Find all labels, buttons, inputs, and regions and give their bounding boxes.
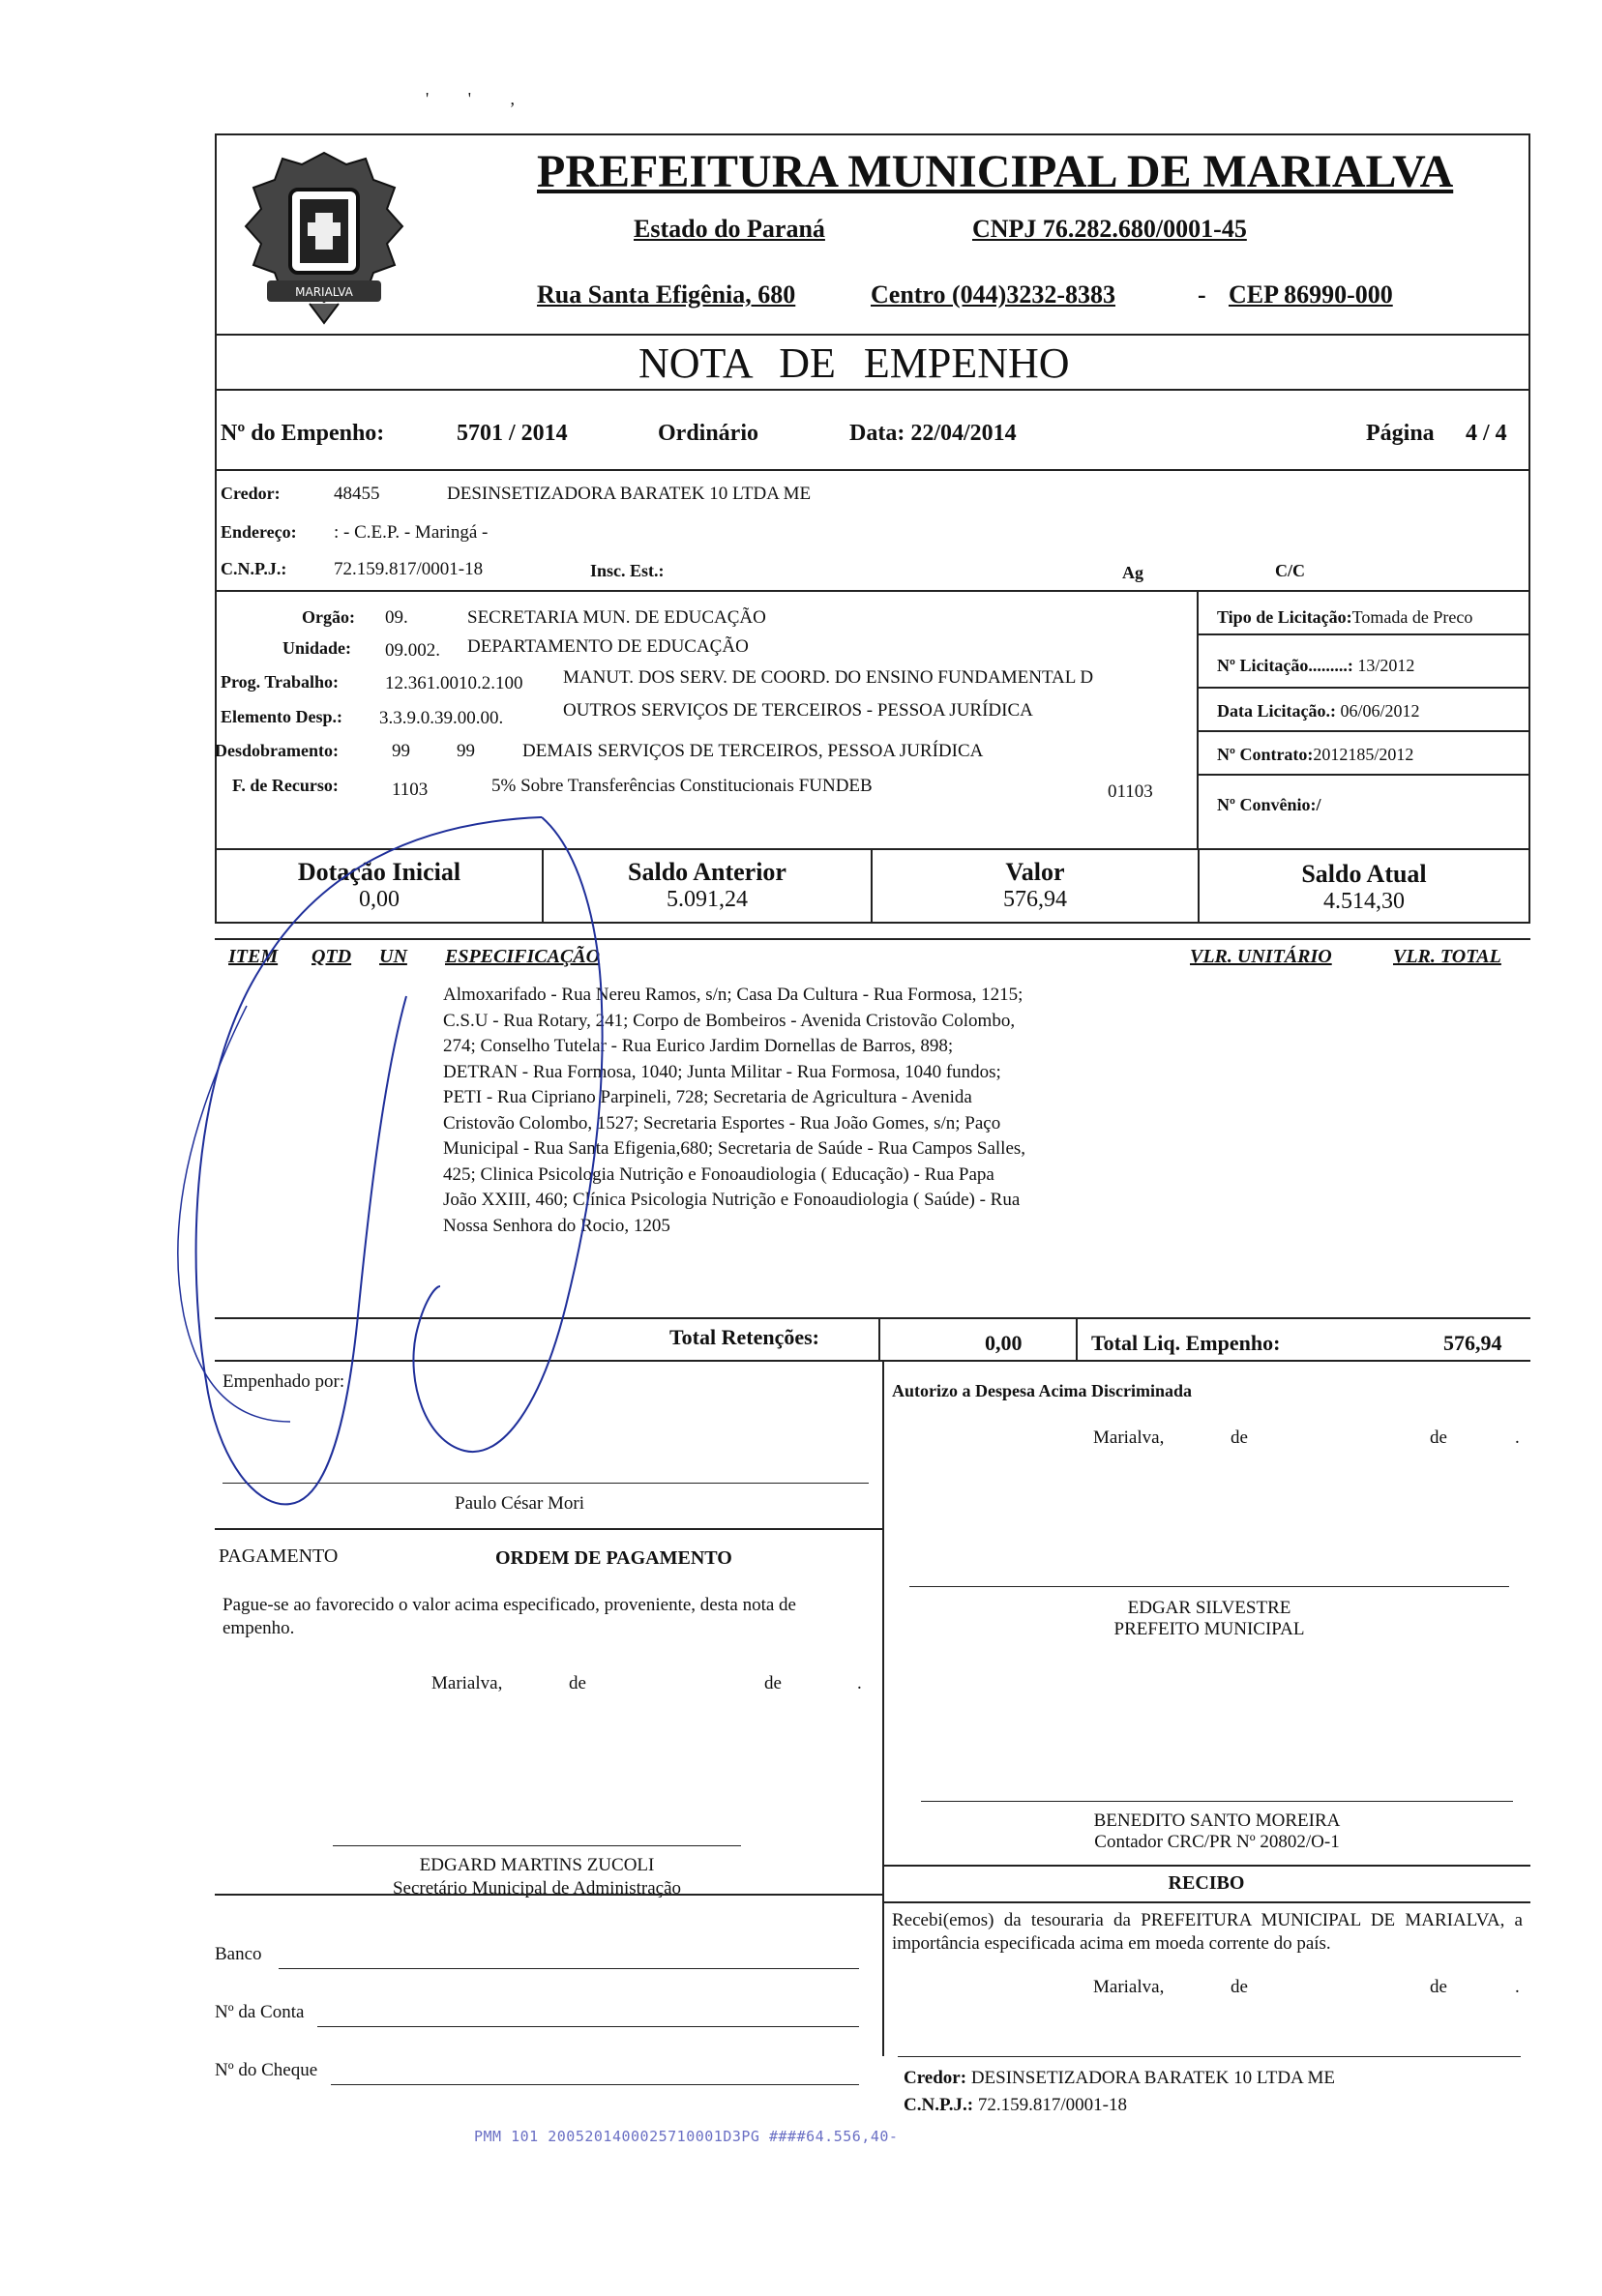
prefeito-name: EDGAR SILVESTRE: [1127, 1598, 1291, 1618]
pagamento-city: Marialva,: [431, 1673, 503, 1693]
credor-label: Credor:: [221, 484, 281, 503]
qtd-column-header: QTD: [312, 946, 352, 967]
city-address: Rua Santa Efigênia, 680: [537, 280, 796, 309]
empenho-label: Nº do Empenho:: [221, 421, 385, 446]
pagamento-text: Pague-se ao favorecido o valor acima especificado, proveniente, desta nota de empenho.: [222, 1595, 796, 1638]
autorizo-label: Autorizo a Despesa Acima Discriminada: [892, 1381, 1192, 1400]
desdobramento-name: DEMAIS SERVIÇOS DE TERCEIROS, PESSOA JURÍDICA: [522, 741, 984, 761]
prog-trabalho-label: Prog. Trabalho:: [221, 672, 340, 692]
dotacao-inicial-label: Dotação Inicial: [297, 858, 461, 886]
desdobramento-label: Desdobramento:: [215, 741, 339, 760]
pagamento-de-1: de: [569, 1673, 586, 1693]
valor-box: [871, 848, 1200, 924]
orgao-code: 09.: [385, 607, 408, 628]
saldo-atual-label: Saldo Atual: [1301, 860, 1427, 888]
credor-cnpj: 72.159.817/0001-18: [334, 559, 484, 579]
item-description-line: 425; Clinica Psicologia Nutrição e Fonoaudiologia ( Educação) - Rua Papa: [443, 1163, 994, 1185]
empenho-date: Data: 22/04/2014: [849, 421, 1017, 446]
footer-cnpj-label: C.N.P.J.:: [904, 2095, 974, 2115]
ordem-pagamento-label: ORDEM DE PAGAMENTO: [495, 1547, 732, 1569]
especificacao-column-header: ESPECIFICAÇÃO: [445, 946, 601, 967]
item-description-line: Municipal - Rua Santa Efigenia,680; Secretaria de Saúde - Rua Campos Salles,: [443, 1138, 1026, 1159]
pagamento-dot: .: [857, 1673, 862, 1693]
agencia-label: Ag: [1122, 563, 1143, 582]
footer-credor-name: DESINSETIZADORA BARATEK 10 LTDA ME: [970, 2068, 1335, 2088]
saldo-atual-box: [1198, 848, 1530, 924]
recibo-city: Marialva,: [1093, 1977, 1165, 1997]
elemento-name: OUTROS SERVIÇOS DE TERCEIROS - PESSOA JURÍDICA: [563, 700, 1033, 721]
orgao-name: SECRETARIA MUN. DE EDUCAÇÃO: [467, 607, 766, 628]
num-licitacao: 13/2012: [1357, 656, 1415, 675]
footer-credor-label: Credor:: [904, 2068, 967, 2088]
prog-trabalho-name: MANUT. DOS SERV. DE COORD. DO ENSINO FUNDAMENTAL D: [563, 667, 1094, 688]
contador-title: Contador CRC/PR Nº 20802/O-1: [1094, 1832, 1340, 1852]
total-retencoes-value: 0,00: [985, 1331, 1023, 1355]
elemento-label: Elemento Desp.:: [221, 707, 342, 726]
fonte-recurso-code: 1103: [392, 780, 429, 800]
empenho-type: Ordinário: [658, 421, 759, 446]
pagamento-de-2: de: [764, 1673, 782, 1693]
autorizo-city: Marialva,: [1093, 1428, 1165, 1448]
recibo-de-2: de: [1430, 1977, 1447, 1997]
saldo-anterior-value: 5.091,24: [667, 887, 748, 912]
unidade-name: DEPARTAMENTO DE EDUCAÇÃO: [467, 636, 749, 657]
payment-stamp: PMM 101 2005201400025710001D3PG ####64.556,40-: [474, 2128, 899, 2145]
autorizo-dot: .: [1515, 1428, 1520, 1448]
recibo-de-1: de: [1231, 1977, 1248, 1997]
empenho-number: 5701 / 2014: [457, 421, 568, 446]
fonte-recurso-code-2: 01103: [1108, 781, 1153, 802]
autorizo-de-2: de: [1430, 1428, 1447, 1448]
svg-text:MARIALVA: MARIALVA: [295, 285, 353, 299]
item-description-line: Nossa Senhora do Rocio, 1205: [443, 1215, 670, 1236]
contrato-label: Nº Contrato:: [1217, 745, 1314, 764]
cnpj-label: C.N.P.J.:: [221, 559, 287, 578]
numero-cheque-label: Nº do Cheque: [215, 2060, 318, 2080]
desdobramento-code-2: 99: [457, 741, 475, 761]
saldo-anterior-box: [542, 848, 873, 924]
fonte-recurso-label: F. de Recurso:: [232, 776, 339, 795]
header-dash: -: [1198, 280, 1206, 309]
dotacao-inicial-value: 0,00: [359, 887, 400, 912]
fonte-recurso-name: 5% Sobre Transferências Constitucionais FUNDEB: [491, 776, 873, 796]
item-description-line: João XXIII, 460; Clínica Psicologia Nutrição e Fonoaudiologia ( Saúde) - Rua: [443, 1190, 1021, 1210]
orgao-label: Orgão:: [302, 607, 355, 627]
total-liquido-value: 576,94: [1443, 1331, 1502, 1355]
conta-corrente-label: C/C: [1275, 561, 1305, 580]
dotacao-inicial-box: [215, 848, 544, 924]
total-liquido-label: Total Liq. Empenho:: [1091, 1331, 1281, 1355]
page-label: Página: [1366, 421, 1435, 446]
credor-name: DESINSETIZADORA BARATEK 10 LTDA ME: [447, 484, 812, 504]
num-licitacao-label: Nº Licitação.........:: [1217, 656, 1353, 675]
item-description: [443, 983, 1140, 1239]
secretario-title: Secretário Municipal de Administração: [392, 1878, 682, 1899]
item-column-header: ITEM: [228, 946, 279, 967]
recibo-text: Recebi(emos) da tesouraria da PREFEITURA MUNICIPAL DE MARIALVA, a importância especificada acima em moeda corrente do país.: [892, 1910, 1523, 1954]
scan-marks: ' ' ,: [426, 89, 532, 108]
convenio-label: Nº Convênio:/: [1217, 795, 1321, 814]
municipal-coat-of-arms-logo: [232, 145, 416, 329]
numero-conta-label: Nº da Conta: [215, 2002, 305, 2022]
city-hall-title: PREFEITURA MUNICIPAL DE MARIALVA: [537, 146, 1454, 197]
footer-cnpj: 72.159.817/0001-18: [977, 2095, 1127, 2115]
state-name: Estado do Paraná: [634, 215, 825, 243]
valor-value: 576,94: [1003, 887, 1067, 912]
saldo-atual-value: 4.514,30: [1323, 889, 1405, 914]
secretario-name: EDGARD MARTINS ZUCOLI: [419, 1855, 655, 1875]
contrato-number: 2012185/2012: [1313, 745, 1414, 764]
tipo-licitacao: Tomada de Preco: [1351, 607, 1473, 627]
valor-label: Valor: [1005, 858, 1065, 886]
item-description-line: DETRAN - Rua Formosa, 1040; Junta Militar - Rua Formosa, 1040 fundos;: [443, 1061, 1001, 1082]
data-licitacao-label: Data Licitação.:: [1217, 701, 1336, 721]
unidade-label: Unidade:: [282, 638, 352, 658]
tipo-licitacao-label: Tipo de Licitação:: [1217, 607, 1352, 627]
recibo-label: RECIBO: [1168, 1872, 1245, 1894]
banco-label: Banco: [215, 1944, 262, 1964]
item-description-line: 274; Conselho Tutelar - Rua Eurico Jardim Dornellas de Barros, 898;: [443, 1036, 954, 1056]
unidade-code: 09.002.: [385, 640, 440, 661]
document-title: NOTA DE EMPENHO: [638, 339, 1070, 387]
contador-name: BENEDITO SANTO MOREIRA: [1093, 1810, 1341, 1831]
pagamento-label: PAGAMENTO: [219, 1545, 339, 1567]
desdobramento-code-1: 99: [392, 741, 410, 761]
credor-code: 48455: [334, 484, 380, 504]
data-licitacao: 06/06/2012: [1340, 701, 1420, 721]
recibo-dot: .: [1515, 1977, 1520, 1997]
vlr-unitario-column-header: VLR. UNITÁRIO: [1190, 946, 1332, 967]
item-description-line: Almoxarifado - Rua Nereu Ramos, s/n; Casa Da Cultura - Rua Formosa, 1215;: [443, 985, 1024, 1005]
page-number: 4 / 4: [1466, 421, 1507, 446]
city-cnpj: CNPJ 76.282.680/0001-45: [972, 215, 1247, 243]
empenhado-por-signer: Paulo César Mori: [455, 1493, 585, 1514]
elemento-code: 3.3.9.0.39.00.00.: [379, 708, 504, 728]
prefeito-title: PREFEITO MUNICIPAL: [1113, 1619, 1305, 1639]
city-cep: CEP 86990-000: [1229, 280, 1393, 309]
city-district-phone: Centro (044)3232-8383: [871, 280, 1115, 309]
empenhado-por-label: Empenhado por:: [222, 1371, 345, 1392]
item-description-line: PETI - Rua Cipriano Parpineli, 728; Secretaria de Agricultura - Avenida: [443, 1087, 972, 1107]
endereco-label: Endereço:: [221, 522, 297, 542]
item-description-line: C.S.U - Rua Rotary, 241; Corpo de Bombeiros - Avenida Cristovão Colombo,: [443, 1010, 1016, 1031]
item-description-line: Cristovão Colombo, 1527; Secretaria Esportes - Rua João Gomes, s/n; Paço: [443, 1112, 1001, 1133]
saldo-anterior-label: Saldo Anterior: [628, 858, 786, 886]
credor-address: : - C.E.P. - Maringá -: [334, 522, 489, 543]
prog-trabalho-code: 12.361.0010.2.100: [385, 673, 523, 693]
insc-est-label: Insc. Est.:: [590, 561, 665, 580]
total-retencoes-label: Total Retenções:: [669, 1325, 819, 1349]
vlr-total-column-header: VLR. TOTAL: [1393, 946, 1501, 967]
autorizo-de-1: de: [1231, 1428, 1248, 1448]
un-column-header: UN: [379, 946, 407, 967]
